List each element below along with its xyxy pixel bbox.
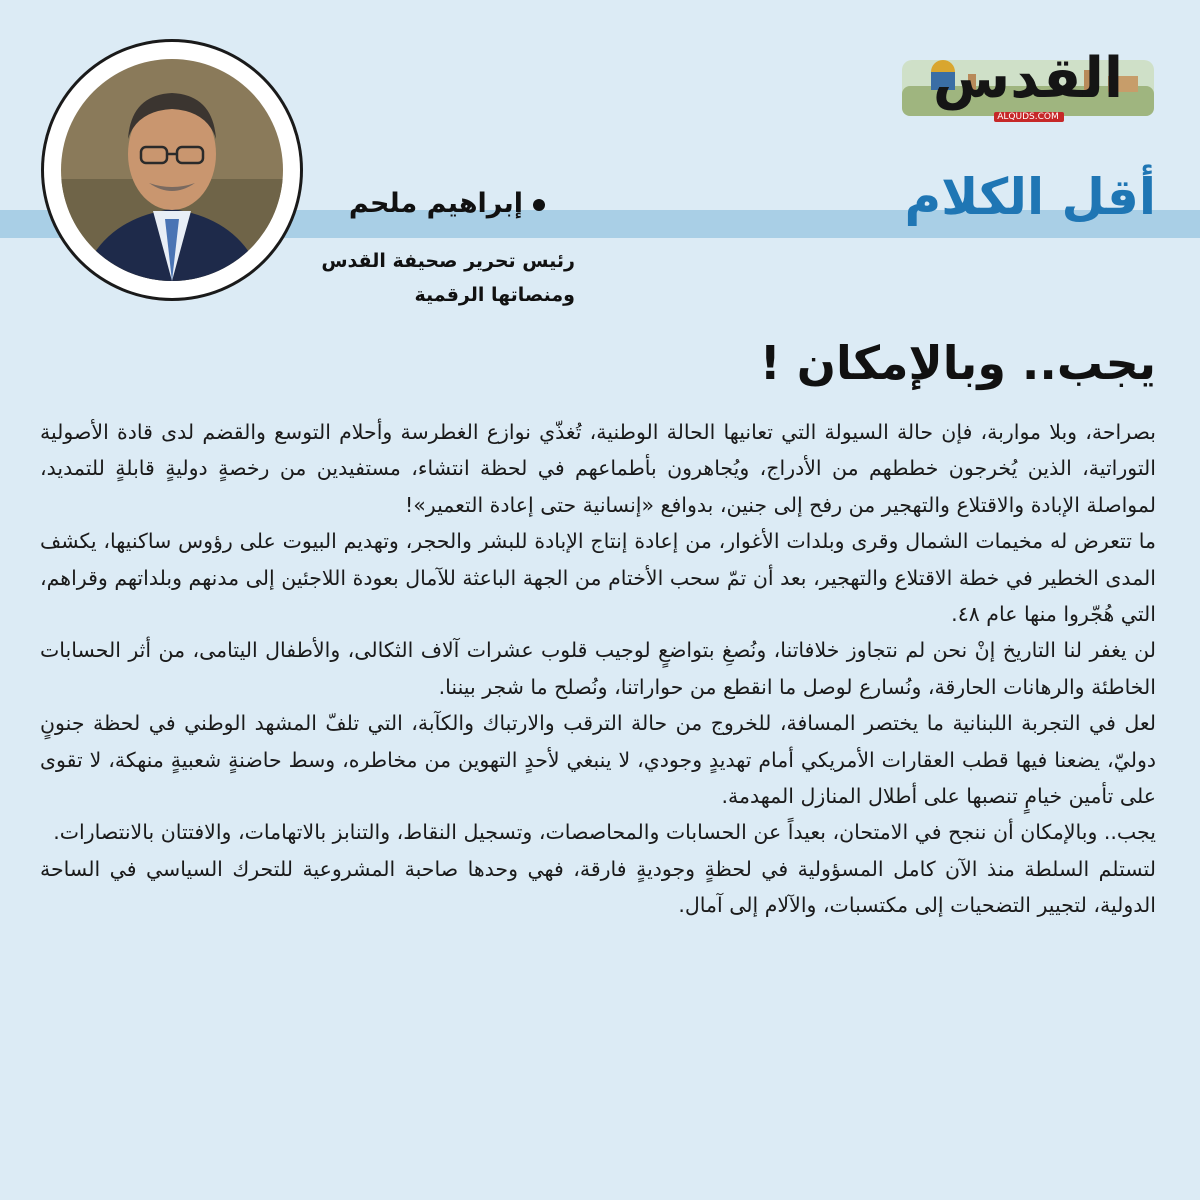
author-name-text: إبراهيم ملحم: [348, 188, 523, 219]
avatar: [61, 59, 283, 281]
author-avatar-frame: [44, 42, 300, 298]
article-body: [40, 414, 1156, 924]
article-paragraph: يجب.. وبالإمكان أن ننجح في الامتحان، بعيداً عن الحسابات والمحاصصات، وتسجيل النقاط، والتنابز بالاتهامات، والافتتان بالانتصارات.: [53, 820, 1156, 845]
article-paragraph: لن يغفر لنا التاريخ إنْ نحن لم نتجاوز خلافاتنا، ونُصغِ بتواضعٍ لوجيب قلوب عشرات آلاف الثكالى، والأطفال اليتامى، من أثر الحسابات الخاطئة والرهانات الحارقة، ونُسارع لوصل ما انقطع من حواراتنا، ونُصلح ما شجر بيننا.: [40, 638, 1156, 699]
logo-site-url: ALQUDS.COM: [997, 112, 1059, 122]
author-role-line: ومنصاتها الرقمية: [414, 284, 575, 306]
article-paragraph: لعل في التجربة اللبنانية ما يختصر المسافة، للخروج من حالة الترقب والارتباك والكآبة، التي تلفّ المشهد الوطني في لحظة جنونٍ دوليّ، يضعنا فيها قطب العقارات الأمريكي أمام تهديدٍ وجودي، لا ينبغي لأحدٍ التهوين من مخاطره، وسط حاضنةٍ شعبيةٍ منهكة، لا تقوى على تأمين خيامٍ تنصبها على أطلال المنازل المهدمة.: [40, 711, 1156, 809]
article-paragraph: ما تتعرض له مخيمات الشمال وقرى وبلدات الأغوار، من إعادة إنتاج الإبادة للبشر والحجر، وتهديم البيوت على رؤوس ساكنيها، يكشف المدى الخطير في خطة الاقتلاع والتهجير، بعد أن تمّ سحب الأختام من الجهة الباعثة للآمال بعودة اللاجئين إلى مدنهم وبلداتهم وقراهم، التي هُجّروا منها عام ٤٨.: [40, 529, 1156, 627]
column-title: أقل الكلام: [904, 168, 1156, 226]
author-role-line: رئيس تحرير صحيفة القدس: [321, 250, 575, 272]
article-headline: يجب.. وبالإمكان !: [759, 336, 1156, 390]
article-paragraph: بصراحة، وبلا مواربة، فإن حالة السيولة التي تعانيها الحالة الوطنية، تُغذّي نوازع الغطرسة وأحلام التوسع والقضم لدى قادة الأصولية التوراتية، الذين يُخرجون خططهم من الأدراج، ويُجاهرون بأطماعهم في لحظة انتشاء، مستفيدين من رخصةٍ دوليةٍ قابلةٍ للتمديد، لمواصلة الإبادة والاقتلاع والتهجير من رفح إلى جنين، بدوافع «إنسانية حتى إعادة التعمير»!: [40, 420, 1156, 517]
author-name: [349, 184, 545, 224]
alquds-logo: [898, 40, 1158, 130]
article-paragraph: لتستلم السلطة منذ الآن كامل المسؤولية في لحظةٍ وجوديةٍ فارقة، فهي وحدها صاحبة المشروعية للتحرك السياسي في الساحة الدولية، لتجيير التضحيات إلى مكتسبات، والآلام إلى آمال.: [40, 856, 1156, 918]
logo-wordmark: القدس: [932, 46, 1124, 111]
bullet-icon: [533, 199, 545, 211]
author-portrait-image: [61, 59, 283, 281]
author-role: [321, 244, 575, 312]
